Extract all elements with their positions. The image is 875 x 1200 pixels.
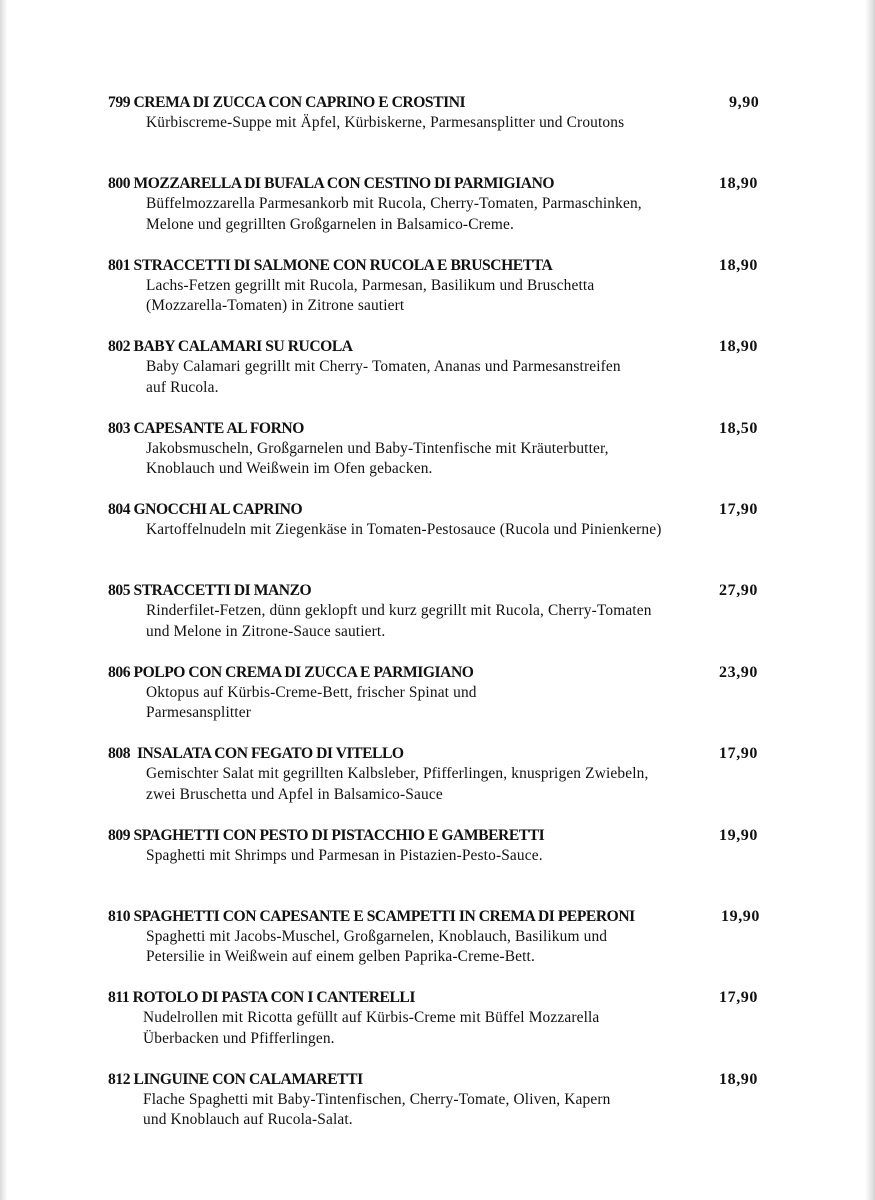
- item-title: 805 STRACCETTI DI MANZO: [108, 582, 312, 600]
- menu-item-809: [108, 826, 768, 907]
- item-description: Gemischter Salat mit gegrillten Kalbsleber, Pfifferlingen, knusprigen Zwiebeln, zwei Bruschetta und Apfel in Balsamico-Sauce: [146, 765, 649, 803]
- item-price: 19,90: [721, 907, 760, 925]
- item-price: 9,90: [729, 94, 760, 111]
- item-description: Baby Calamari gegrillt mit Cherry- Tomaten, Ananas und Parmesanstreifen auf Rucola.: [146, 358, 621, 396]
- item-title: 804 GNOCCHI AL CAPRINO: [108, 500, 303, 518]
- item-price: 18,50: [719, 419, 758, 437]
- item-title: 812 LINGUINE CON CALAMARETTI: [108, 1070, 363, 1088]
- item-price: 18,90: [719, 338, 758, 356]
- menu-item-801: [108, 256, 768, 337]
- item-price: 18,90: [719, 256, 758, 274]
- item-title: 803 CAPESANTE AL FORNO: [108, 419, 304, 437]
- item-price: 18,90: [719, 1070, 758, 1088]
- item-description: Spaghetti mit Shrimps und Parmesan in Pistazien-Pesto-Sauce.: [146, 846, 543, 864]
- menu-item-803: [108, 419, 768, 500]
- menu-item-812: [108, 1070, 768, 1151]
- item-title: 800 MOZZARELLA DI BUFALA CON CESTINO DI PARMIGIANO: [108, 175, 555, 193]
- item-title: 811 ROTOLO DI PASTA CON I CANTERELLI: [108, 989, 416, 1007]
- menu-item-804: [108, 500, 768, 581]
- item-price: 23,90: [719, 663, 758, 681]
- item-title: 806 POLPO CON CREMA DI ZUCCA E PARMIGIANO: [108, 663, 474, 681]
- item-description: Flache Spaghetti mit Baby-Tintenfischen, Cherry-Tomate, Oliven, Kapern und Knoblauch auf Rucola-Salat.: [143, 1090, 611, 1129]
- item-description: Kürbiscreme-Suppe mit Äpfel, Kürbiskerne, Parmesansplitter und Croutons: [146, 114, 625, 131]
- menu-item-799: [108, 93, 768, 174]
- menu-item-805: [108, 581, 768, 662]
- item-description: Lachs-Fetzen gegrillt mit Rucola, Parmesan, Basilikum und Bruschetta (Mozzarella-Tomaten) in Zitrone sautiert: [146, 276, 595, 315]
- item-description: Rinderfilet-Fetzen, dünn geklopft und kurz gegrillt mit Rucola, Cherry-Tomaten und Melone in Zitrone-Sauce sautiert.: [146, 602, 652, 640]
- item-title: 808 INSALATA CON FEGATO DI VITELLO: [108, 745, 404, 763]
- page-edge-right: [865, 0, 875, 1200]
- menu-item-810: [108, 907, 768, 988]
- item-description: Kartoffelnudeln mit Ziegenkäse in Tomaten-Pestosauce (Rucola und Pinienkerne): [146, 520, 662, 538]
- item-description: Büffelmozzarella Parmesankorb mit Rucola, Cherry-Tomaten, Parmaschinken, Melone und gegrillten Großgarnelen in Balsamico-Creme.: [146, 195, 642, 233]
- item-price: 18,90: [719, 175, 758, 193]
- item-title: 801 STRACCETTI DI SALMONE CON RUCOLA E BRUSCHETTA: [108, 256, 553, 274]
- item-title: 810 SPAGHETTI CON CAPESANTE E SCAMPETTI IN CREMA DI PEPERONI: [108, 907, 635, 925]
- page-edge-left: [0, 0, 8, 1200]
- item-description: Jakobsmuscheln, Großgarnelen und Baby-Tintenfische mit Kräuterbutter, Knoblauch und Weißwein im Ofen gebacken.: [146, 439, 609, 478]
- menu-item-800: [108, 174, 768, 255]
- menu-item-802: [108, 337, 768, 418]
- item-price: 27,90: [719, 582, 758, 600]
- item-description: Nudelrollen mit Ricotta gefüllt auf Kürbis-Creme mit Büffel Mozzarella Überbacken und Pfifferlingen.: [143, 1009, 600, 1047]
- item-price: 19,90: [719, 826, 758, 844]
- item-title: 799 CREMA DI ZUCCA CON CAPRINO E CROSTINI: [108, 94, 466, 111]
- item-description: Oktopus auf Kürbis-Creme-Bett, frischer Spinat und Parmesansplitter: [146, 683, 477, 722]
- menu-item-806: [108, 663, 768, 744]
- menu-item-808: [108, 744, 768, 825]
- menu-list: [108, 93, 768, 1151]
- item-title: 809 SPAGHETTI CON PESTO DI PISTACCHIO E GAMBERETTI: [108, 826, 545, 844]
- item-price: 17,90: [719, 745, 758, 763]
- item-price: 17,90: [719, 989, 758, 1007]
- item-price: 17,90: [719, 500, 758, 518]
- item-description: Spaghetti mit Jacobs-Muschel, Großgarnelen, Knoblauch, Basilikum und Petersilie in Weißwein auf einem gelben Paprika-Creme-Bett.: [146, 927, 608, 966]
- item-title: 802 BABY CALAMARI SU RUCOLA: [108, 338, 353, 356]
- menu-item-811: [108, 988, 768, 1069]
